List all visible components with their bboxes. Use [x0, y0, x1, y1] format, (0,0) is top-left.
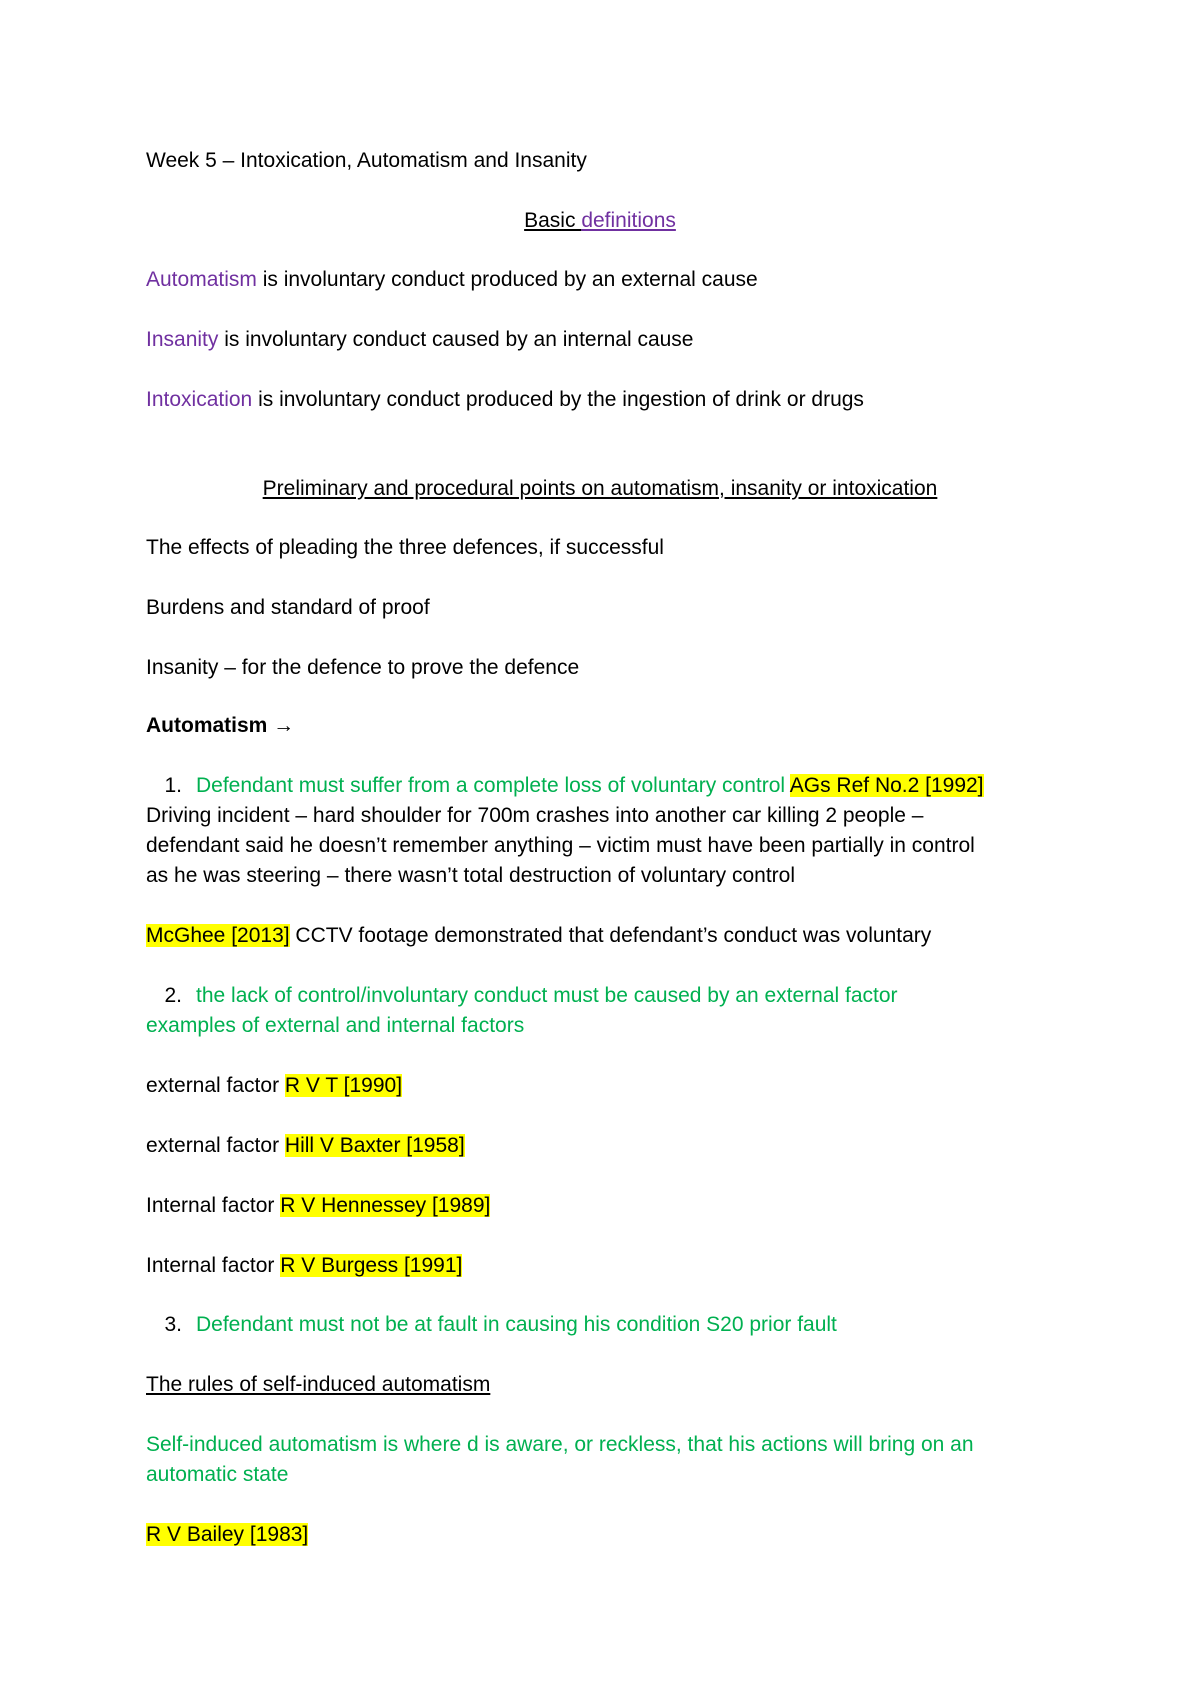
section-heading-preliminary: Preliminary and procedural points on automatism, insanity or intoxication	[262, 477, 938, 500]
item-1-detail: as he was steering – there wasn’t total destruction of voluntary control	[146, 864, 796, 887]
case-citation: McGhee [2013]	[146, 924, 290, 947]
item-text: the lack of control/involuntary conduct must be caused by an external factor	[196, 984, 898, 1007]
case-citation: AGs Ref No.2 [1992]	[789, 774, 984, 797]
definition-text: is involuntary conduct produced by the ingestion of drink or drugs	[252, 388, 864, 411]
factor-label: external factor	[146, 1074, 285, 1097]
item-number: 1.	[164, 774, 182, 797]
case-citation: R V T [1990]	[284, 1074, 403, 1097]
definition-insanity	[146, 325, 694, 355]
factor-label: Internal factor	[146, 1194, 281, 1217]
bailey-line	[146, 1520, 308, 1550]
section-heading-self-induced: The rules of self-induced automatism	[146, 1373, 491, 1396]
section-heading-basic-definitions	[0, 206, 1200, 236]
numbered-item-3	[146, 1310, 837, 1340]
term: Automatism	[146, 268, 257, 291]
factor-label: Internal factor	[146, 1254, 281, 1277]
heading-part: Basic	[524, 209, 582, 232]
case-citation: R V Burgess [1991]	[280, 1254, 463, 1277]
factor-line	[146, 1251, 462, 1281]
item-text: Defendant must suffer from a complete loss of voluntary control	[196, 774, 786, 797]
factor-line	[146, 1191, 490, 1221]
factor-label: external factor	[146, 1134, 285, 1157]
case-citation: R V Bailey [1983]	[146, 1523, 309, 1546]
case-text: CCTV footage demonstrated that defendant’s conduct was voluntary	[289, 924, 932, 947]
item-number: 2.	[164, 984, 182, 1007]
definition-text: is involuntary conduct caused by an internal cause	[218, 328, 694, 351]
factor-line	[146, 1131, 465, 1161]
point: Burdens and standard of proof	[146, 596, 430, 619]
case-citation: R V Hennessey [1989]	[280, 1194, 491, 1217]
numbered-item-2	[146, 981, 898, 1011]
heading-part-definitions: definitions	[581, 209, 676, 232]
item-1-detail: Driving incident – hard shoulder for 700m crashes into another car killing 2 people –	[146, 804, 924, 827]
document-title: Week 5 – Intoxication, Automatism and Insanity	[146, 149, 587, 172]
point: The effects of pleading the three defences, if successful	[146, 536, 664, 559]
mcghee-line	[146, 921, 931, 951]
self-induced-definition: automatic state	[146, 1463, 289, 1486]
term: Insanity	[146, 328, 219, 351]
self-induced-definition: Self-induced automatism is where d is aware, or reckless, that his actions will bring on an	[146, 1433, 974, 1456]
point: Insanity – for the defence to prove the defence	[146, 656, 580, 679]
item-2-sub: examples of external and internal factors	[146, 1014, 525, 1037]
numbered-item-1	[146, 771, 984, 801]
automatism-heading: Automatism →	[146, 714, 295, 737]
item-text: Defendant must not be at fault in causing his condition S20 prior fault	[196, 1313, 837, 1336]
definition-text: is involuntary conduct produced by an external cause	[256, 268, 758, 291]
definition-automatism	[146, 265, 758, 295]
case-citation: Hill V Baxter [1958]	[284, 1134, 465, 1157]
definition-intoxication	[146, 385, 864, 415]
term: Intoxication	[146, 388, 253, 411]
item-number: 3.	[164, 1313, 182, 1336]
factor-line	[146, 1071, 402, 1101]
item-1-detail: defendant said he doesn’t remember anything – victim must have been partially in control	[146, 834, 975, 857]
